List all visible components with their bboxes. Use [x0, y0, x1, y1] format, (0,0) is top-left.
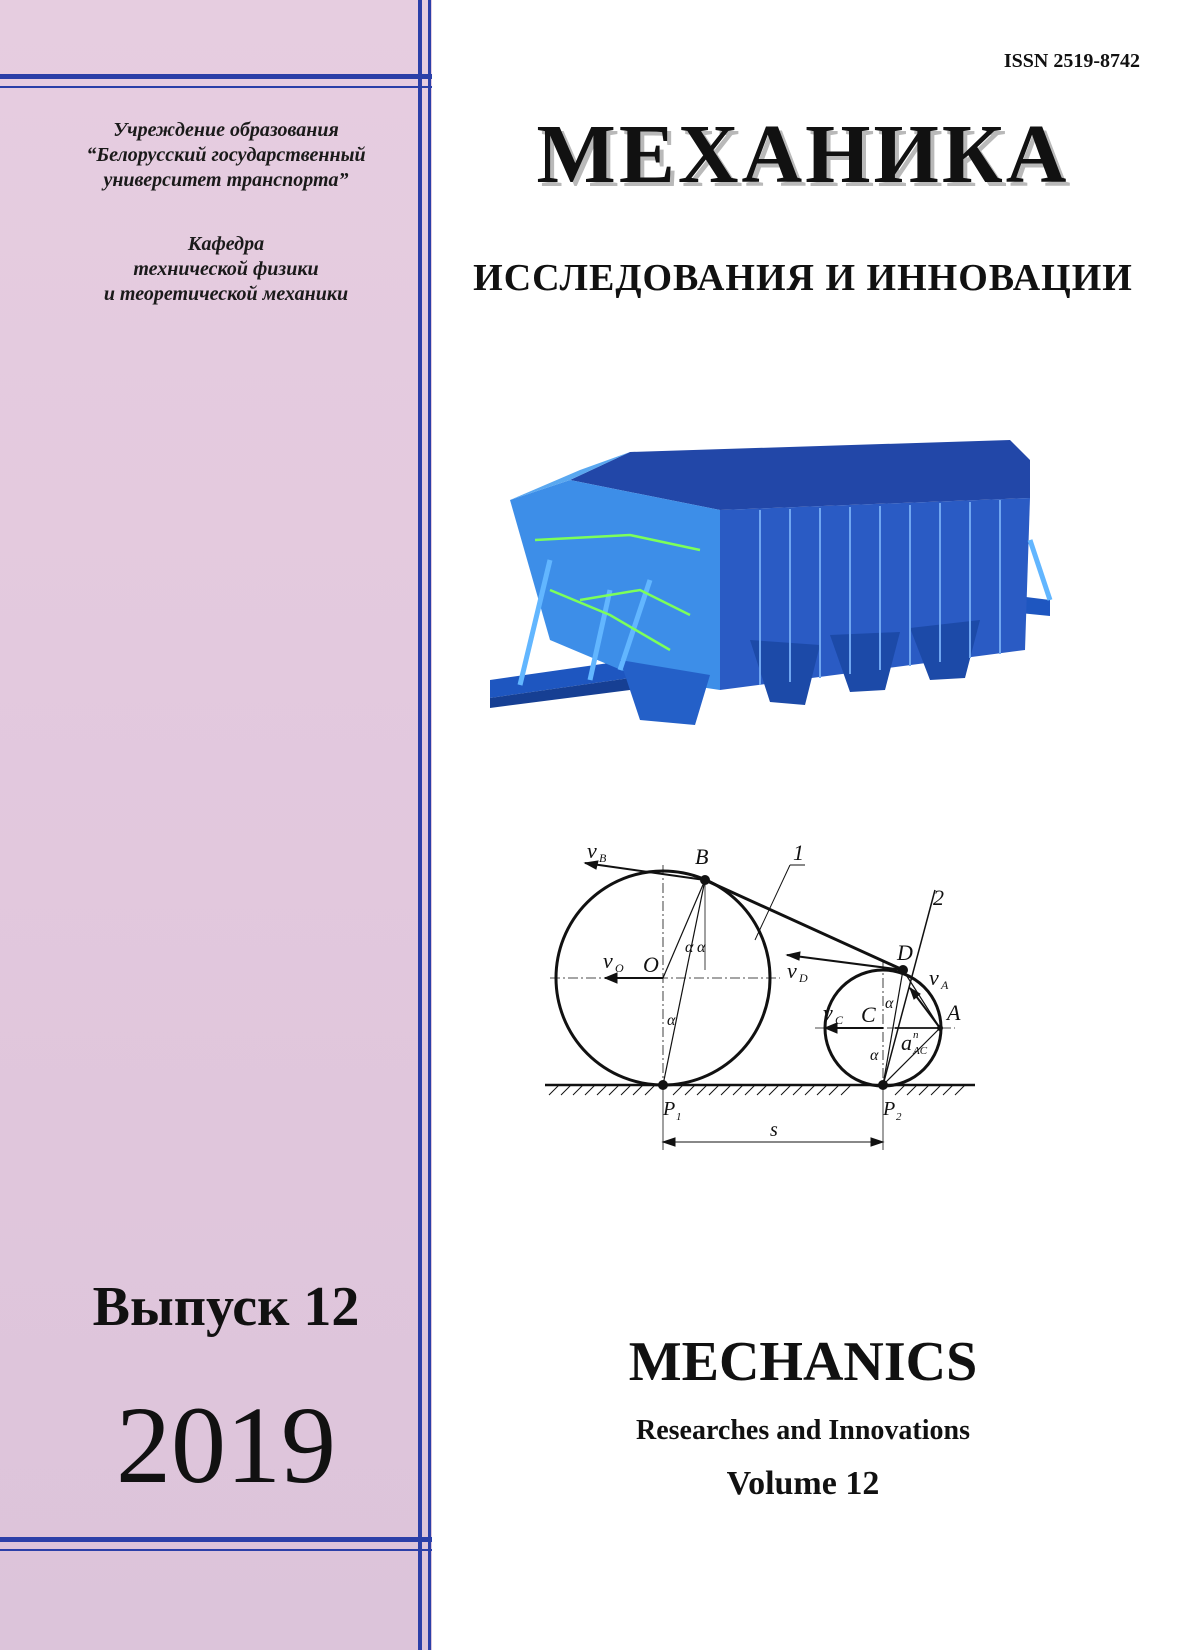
label-A: A — [947, 1000, 961, 1025]
label-aAC-sup: n — [913, 1029, 919, 1041]
label-aAC-sub: AC — [913, 1045, 928, 1057]
label-aAC: a — [901, 1030, 912, 1055]
issn-label: ISSN 2519-8742 — [1003, 50, 1140, 72]
label-B: B — [695, 844, 709, 869]
label-vB-sub: B — [599, 851, 607, 865]
issue-number: Выпуск 12 — [92, 1276, 360, 1338]
label-vC-sub: C — [835, 1013, 844, 1027]
label-vA: v — [929, 965, 939, 990]
label-vD-sub: D — [799, 971, 808, 985]
department-line: и теоретической механики — [103, 283, 349, 305]
institution-line: “Белорусский государственный — [86, 144, 366, 166]
label-D: D — [897, 940, 913, 965]
top-rule-thick — [0, 74, 432, 79]
top-rule-thin — [0, 86, 432, 88]
rod-2 — [883, 890, 935, 1085]
line-O-B — [663, 880, 705, 978]
label-alpha: α — [685, 939, 694, 956]
label-C: C — [861, 1002, 876, 1027]
journal-title-ru: МЕХАНИКА — [536, 108, 1070, 201]
journal-subtitle-ru: ИССЛЕДОВАНИЯ И ИННОВАЦИИ — [473, 257, 1133, 299]
institution-line: университет транспорта” — [103, 169, 349, 191]
mechanism-diagram — [565, 838, 1005, 1180]
hopper-wagon-illustration — [490, 440, 1100, 760]
label-vA-sub: A — [941, 978, 949, 992]
label-s: s — [770, 1119, 778, 1141]
label-O: O — [643, 952, 659, 977]
spine-rule-thin — [428, 0, 431, 1650]
label-vD: v — [787, 958, 797, 983]
label-alpha: α — [885, 995, 894, 1012]
ground-hatching — [549, 1085, 965, 1095]
journal-subtitle-en: Researches and Innovations — [636, 1415, 970, 1446]
department-line: технической физики — [133, 258, 319, 280]
label-vO-sub: O — [615, 961, 624, 975]
label-P2: P — [883, 1098, 896, 1120]
department-line: Кафедра — [187, 233, 265, 255]
velocity-vB-arrow — [585, 863, 705, 880]
journal-title-en: MECHANICS — [628, 1331, 978, 1393]
institution-line: Учреждение образования — [113, 119, 339, 141]
bottom-rule-thin — [0, 1549, 432, 1551]
publication-year: 2019 — [116, 1384, 336, 1506]
label-P1: P — [663, 1098, 676, 1120]
institution-block — [40, 118, 412, 193]
arrowhead — [663, 1138, 675, 1146]
leader-1 — [755, 865, 790, 940]
label-alpha: α — [667, 1012, 676, 1029]
department-block — [40, 232, 412, 307]
label-vO: v — [603, 948, 613, 973]
label-1: 1 — [793, 840, 804, 865]
hopper-funnel — [830, 632, 900, 692]
label-alpha: α — [870, 1047, 879, 1064]
label-alpha: α — [697, 939, 706, 956]
label-P2-sub: 2 — [896, 1111, 902, 1123]
bottom-rule-thick — [0, 1537, 432, 1542]
label-vB: v — [587, 838, 597, 863]
arrowhead — [871, 1138, 883, 1146]
label-P1-sub: 1 — [676, 1111, 682, 1123]
volume-label-en: Volume 12 — [726, 1465, 880, 1502]
spine-rule-thick — [418, 0, 422, 1650]
line-P1-B — [663, 880, 705, 1085]
label-2: 2 — [933, 885, 944, 910]
label-vC: v — [823, 1000, 833, 1025]
